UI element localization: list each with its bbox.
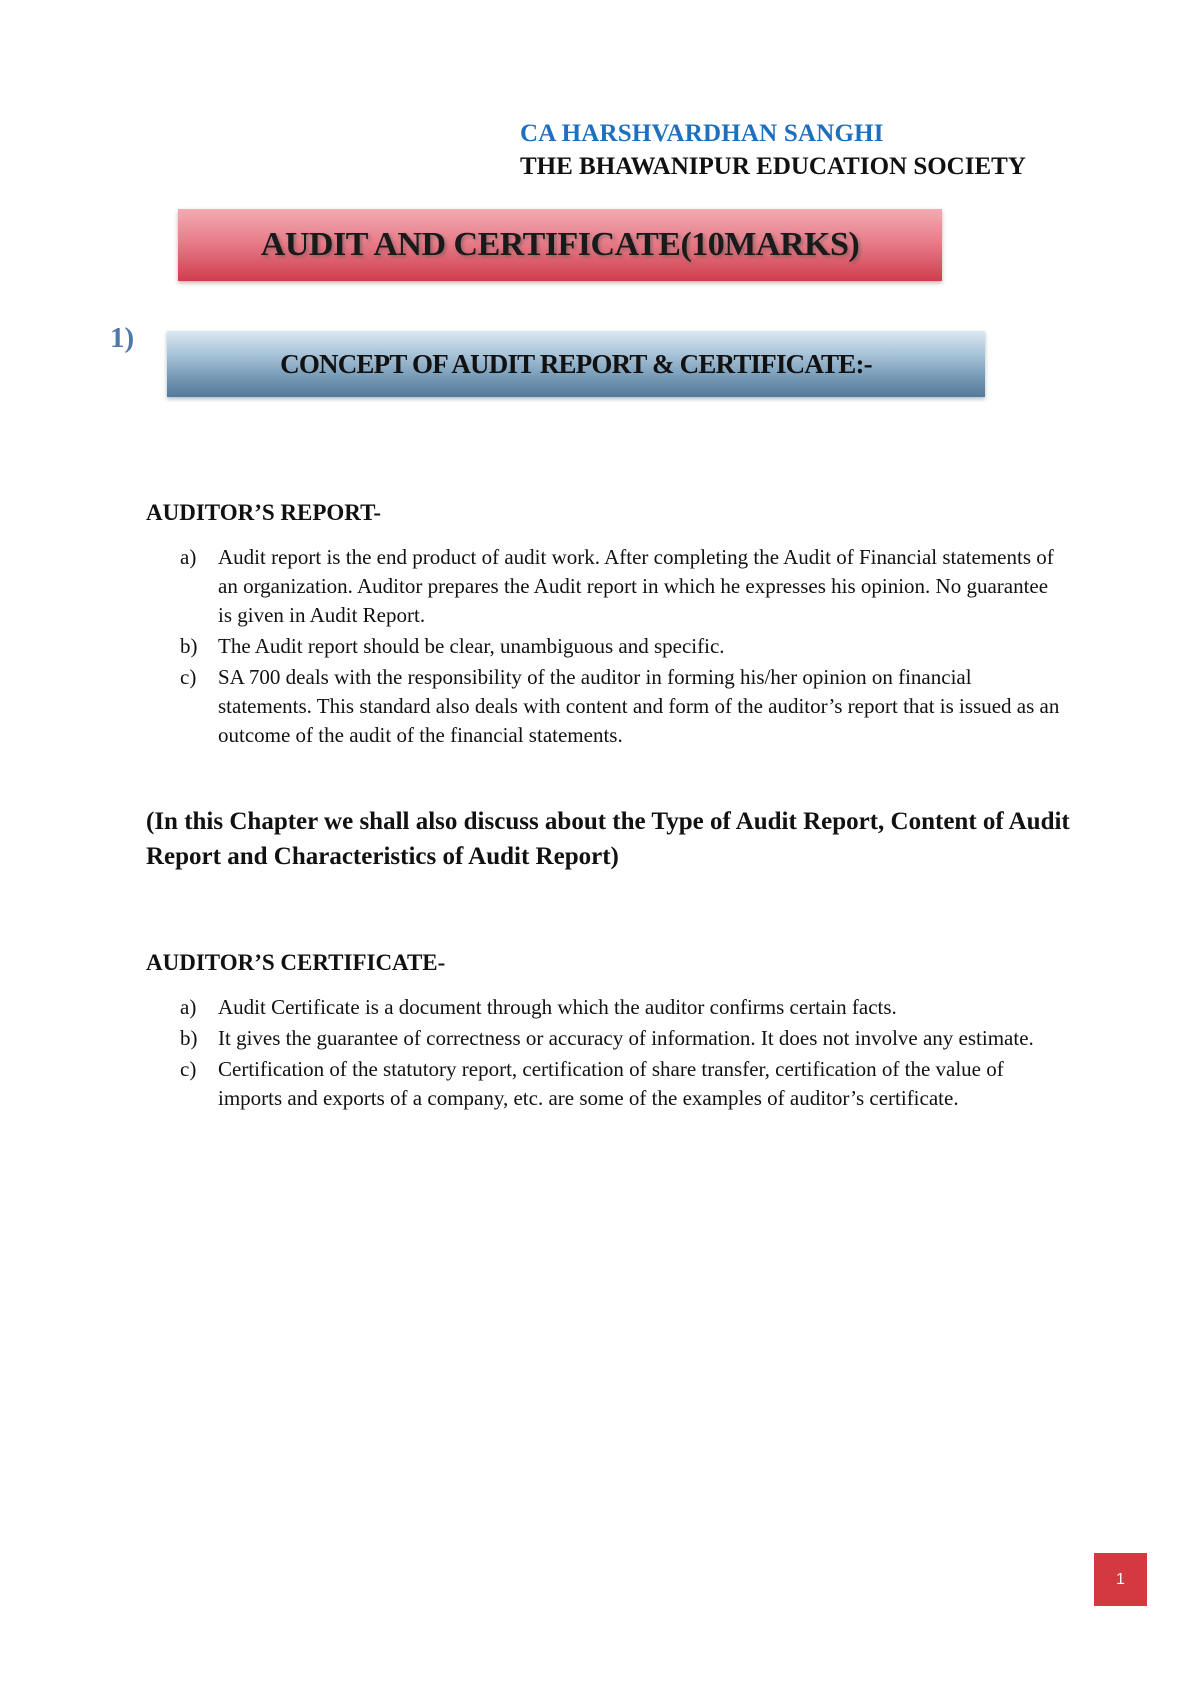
list-item-text: The Audit report should be clear, unambiguous and specific.	[218, 634, 725, 658]
auditors-certificate-heading: AUDITOR’S CERTIFICATE-	[146, 950, 446, 975]
list-marker: a)	[180, 545, 197, 569]
chapter-title-banner	[178, 209, 942, 281]
organization-name: THE BHAWANIPUR EDUCATION SOCIETY	[520, 153, 1026, 180]
chapter-note: (In this Chapter we shall also discuss about the Type of Audit Report, Content of Audit Report and Characteristics of Audit Report)	[146, 808, 1070, 870]
list-marker: c)	[180, 665, 197, 689]
auditors-report-list	[146, 543, 1066, 752]
list-item	[146, 632, 1066, 661]
author-name: CA HARSHVARDHAN SANGHI	[520, 120, 884, 147]
list-item-text: It gives the guarantee of correctness or accuracy of information. It does not involve any estimate.	[218, 1026, 1034, 1050]
chapter-title: AUDIT AND CERTIFICATE(10MARKS)	[260, 226, 860, 263]
section-number: 1)	[110, 322, 135, 354]
list-item-text: SA 700 deals with the responsibility of the auditor in forming his/her opinion on financial statements. This standard also deals with content and form of the auditor’s report that is issued as an outcome of the audit of the financial statements.	[218, 665, 1060, 747]
list-marker: b)	[180, 1026, 198, 1050]
list-marker: a)	[180, 995, 197, 1019]
list-item-text: Audit report is the end product of audit work. After completing the Audit of Financial statements of an organization. Auditor prepares the Audit report in which he expresses his opinion. No guarantee is given in Audit Report.	[218, 545, 1054, 627]
section-title-banner	[167, 331, 985, 397]
section-title: CONCEPT OF AUDIT REPORT & CERTIFICATE:-	[280, 348, 872, 379]
list-item	[146, 993, 1066, 1022]
list-item	[146, 663, 1066, 750]
list-item-text: Certification of the statutory report, certification of share transfer, certification of the value of imports and exports of a company, etc. are some of the examples of auditor’s certificate.	[218, 1057, 1004, 1110]
page-number: 1	[1094, 1553, 1147, 1606]
list-item	[146, 543, 1066, 630]
list-item-text: Audit Certificate is a document through which the auditor confirms certain facts.	[218, 995, 897, 1019]
list-marker: c)	[180, 1057, 197, 1081]
auditors-report-heading: AUDITOR’S REPORT-	[146, 500, 381, 525]
auditors-certificate-list	[146, 993, 1066, 1115]
list-marker: b)	[180, 634, 198, 658]
list-item	[146, 1024, 1066, 1053]
list-item	[146, 1055, 1066, 1113]
